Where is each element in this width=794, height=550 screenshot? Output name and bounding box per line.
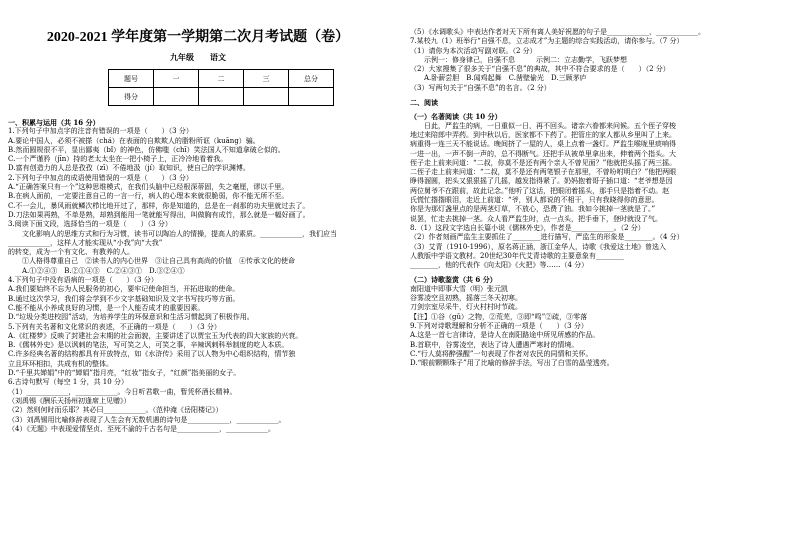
- text-line: （刘禹锡《酬乐天扬州初逢席上见赠》）: [8, 396, 131, 405]
- text-line: A.《红楼梦》反映了封建社会末期的社会面貌，主要讲述了以贾宝玉为代表的四大家族的兴衰。: [8, 331, 303, 340]
- text-line: （一）名著阅读（共 10 分）: [410, 112, 502, 122]
- text-line: B.通过这次学习，我们将会学到不少文字基础知识及文字书写技巧等方面。: [8, 294, 240, 303]
- left-column: [8, 0, 388, 550]
- right-text-block: [410, 28, 790, 368]
- text-line: C.许多经典名著的结构都具有开放特点，如《水浒传》采用了以人物为中心组织结构，情节独: [8, 350, 296, 359]
- text-line: 7.某校九（1）班举行“自强不息，立志成才”为主题的综合实践活动，请你参与。（7 分）: [410, 37, 684, 46]
- text-line: 文化影响人的思维方式和行为习惯，读书可以陶冶人的情操，提高人的素质。____________，我们应当: [8, 229, 337, 238]
- exam-title: 2020-2021 学年度第一学期第二次月考试题（卷）: [46, 30, 350, 45]
- right-column: [410, 0, 790, 550]
- text-line: 一、积累与运用（共 16 分）: [8, 118, 100, 127]
- text-line: （3）写两句关于“自强不息”的名言。（2 分）: [410, 83, 551, 92]
- text-line: 两位舅爷不在跟前，故此记念。”他听了这话，把眼闭着摇头，那手只是指着不动。赵: [410, 186, 670, 195]
- text-line: C.一个严谨矜（jīn）持的老太太坐在一把小椅子上，正冷冷地看着我。: [8, 155, 228, 164]
- text-line: （2）作者刻画严监生主要抓住了________进行描写，严监生的形象是________。（4 分）: [410, 233, 684, 242]
- score-cell: [154, 88, 199, 106]
- text-line: 9.下列对诗歌理解和分析不正确的一项是（ ）（3 分）: [410, 321, 588, 330]
- text-line: 8.（1）这段文字选自长篇小说《儒林外史》，作者是____________。（2 分）: [410, 223, 645, 232]
- text-line: 刀剑宗室尽采牛，灯火村村时节疏。: [410, 303, 522, 312]
- text-line: A.我们要始终不忘为人民服务的初心，要牢记使命担当，开拓进取的使命。: [8, 285, 240, 294]
- score-cell: 题号: [109, 70, 154, 88]
- text-line: 的转变，成为一个有文化、有教养的人。: [8, 248, 134, 257]
- text-line: ____________，这样人才能实现从“小我”向“大我”: [8, 238, 163, 247]
- score-table-header-row: [109, 70, 334, 88]
- text-line: （二）诗歌鉴赏（共 6 分）: [410, 275, 497, 285]
- text-line: 南阳道中即事大雪（明）张元凯: [410, 284, 508, 293]
- text-line: C.不一会儿，暴风雨就鳞次栉比地开过了，那样，你是知道的，总是在一刹那的功夫里就过去了。: [8, 201, 310, 210]
- text-line: 侄子走上前来问道：“二叔，你莫不是还有两个亲人不曾见面？”他就把头摇了两三摇。: [410, 158, 677, 167]
- text-line: A.①②④③ B.②①④③ C.②④③① D.③②④①: [8, 266, 185, 275]
- text-line: 地过来陪郎中弄药。到中秋以后，医家都不下药了。把管庄的家人都从乡里叫了上来。: [410, 130, 676, 139]
- text-line: 5.下列有关名著和文化常识的表述，不正确的一项是（ ）（3 分）: [8, 322, 221, 331]
- text-line: 二、阅读: [410, 98, 438, 108]
- text-line: B.然而圆规很不平，显出鄙夷（bǐ）的神色，仿佛嗤（chī）笑法国人不知道拿破仑似的。: [8, 145, 285, 154]
- text-line: A.“正确答案只有一个”这种思维模式，在我们头脑中已经根深蒂固，失之毫厘，谬以千里。: [8, 183, 289, 192]
- text-line: 二侄子走上前来问道：“二叔，莫不是还有两笔银子在那里，不曾吩咐明白？”他把两眼: [410, 168, 677, 177]
- text-line: A.要论中国人，必须不被搽（chá）在表面的自欺欺人的脂粉所诓（kuāng）骗。: [8, 136, 260, 145]
- text-line: 4.下列句子中没有语病的一项是（ ）（3 分）: [8, 276, 158, 285]
- score-table-score-row: [109, 88, 334, 106]
- text-line: D.“垃圾分类进校园”活动，为培养学生的环保意识和生活习惯起到了积极作用。: [8, 313, 254, 322]
- text-line: B.首联中，谷雾凌空，表达了诗人遭遇严寒时的情境。: [410, 340, 579, 349]
- text-line: ①人格得尊重自己 ②读书人的内心世界 ③让自己具有高尚的价值 ④传承文化的使命: [8, 257, 295, 266]
- text-line: 1.下列句子中加点字的注音有错误的一项是（ ）（3 分）: [8, 127, 193, 136]
- score-cell: 一: [154, 70, 199, 88]
- text-line: D.“眼前颗颗珠子”用了比喻的修辞手法，写出了白雪的晶莹透亮。: [410, 359, 614, 368]
- text-line: （5）《水调歌头》中表达作者对天下所有离人美好祝愿的句子是____________，____________。: [410, 28, 705, 36]
- text-line: （1）____________，____________。今日听君歌一曲，暂凭杯酒长精神。: [8, 387, 237, 396]
- text-line: 3.阅读下面文段，选择恰当的一项是（ ）（3 分）: [8, 220, 172, 229]
- text-line: A.卧薪尝胆 B.闻鸡起舞 C.凿壁偷光 D.三顾茅庐: [410, 74, 587, 83]
- text-line: 你是为那灯盏里点的是两茎灯草，不放心，恐费了油。我如今挑掉一茎就是了。”: [410, 205, 656, 214]
- text-line: 立且环环相扣，共成有机的整体。: [8, 359, 113, 368]
- score-cell: 三: [244, 70, 289, 88]
- score-cell: 二: [199, 70, 244, 88]
- text-line: B.在病人面前，一定要注意自己的一言一行，病人的心理本来就很脆弱，你不能无所不至。: [8, 192, 289, 201]
- text-line: 【注】①谷（gǔ）之物，②荒芜，③即“鸣”②疏，③零落: [410, 312, 588, 321]
- text-line: （2）大家搜集了很多关于“自强不息”的典故，其中不符合要求的是（ ）（2 分）: [410, 65, 670, 74]
- text-line: （1）请你为本次活动写副对联。（2 分）: [410, 46, 537, 55]
- text-line: ________，他的代表作《向太阳》《火把》等……（4 分）: [410, 261, 589, 270]
- text-line: 日此，严监生的病，一日重似一日，再不回头。诸亲六眷都来问候。五个侄子穿梭: [410, 121, 676, 130]
- text-line: 氏慌忙揩揩眼泪，走近上前道：“爷，别人都说的不相干，只有我晓得你的意思。: [410, 196, 659, 205]
- text-line: D.富有创造力的人总是孜孜（zī）不倦地汲（jí）取知识，使自己的学识渊博。: [8, 164, 250, 173]
- text-line: 示例一：修身律己，自强不息 示例二：立志勤学，飞跃梦想: [410, 55, 627, 64]
- score-cell: 总分: [289, 70, 334, 88]
- exam-subtitle: 九年级 语文: [170, 52, 226, 62]
- text-line: 病重得一连三天不能说话。晚间挤了一屋的人，桌上点着一盏灯。严监生喉咙里痰响得: [410, 140, 676, 149]
- score-cell: [199, 88, 244, 106]
- score-cell: [289, 88, 334, 106]
- text-line: 睁得溜圆，把头又狠狠摇了几摇，越发指得紧了。奶妈抱着哥子插口道：“老爷想是因: [410, 177, 673, 186]
- text-line: C.能不能从小养成良好的习惯，是一个人能否成才的重要因素。: [8, 303, 205, 312]
- text-line: D.刀法如果再熟，不单是熟，却熟到能用一笔就能写得出，叫做胸有成竹，那么就是一幅好画了。: [8, 210, 310, 219]
- text-line: 人教版中学语文教材。20世纪30年代艾青诗歌的主要意象有________: [410, 251, 624, 260]
- text-line: A.这是一首七言律诗，是诗人在南阳路途中所见所感的作品。: [410, 331, 600, 340]
- text-line: D.“千里共婵娟”中的“婵娟”指月亮，“红妆”指女子，“红颜”指美丽的女子。: [8, 369, 241, 378]
- left-text-block: [8, 118, 388, 434]
- text-line: 说罢，忙走去挑掉一茎。众人看严监生时，点一点头，把手垂下，登时就没了气。: [410, 214, 662, 223]
- text-line: （3）刘禹锡用比喻修辞表现了人生会有无数机遇的诗句是____________，____________。: [8, 415, 286, 424]
- text-line: （3）艾青（1910-1996），原名蒋正涵，浙江金华人，诗歌《我爱这土地》曾选入: [410, 242, 666, 251]
- text-line: （2）然则何时而乐耶？其必曰____________。（范仲淹《岳阳楼记》）: [8, 406, 223, 415]
- text-line: 2.下列句子中加点的成语使用错误的一项是（ ）（3 分）: [8, 173, 193, 182]
- text-line: （4）《无题》中表现爱情坚贞、至死不渝的千古名句是____________，____________。: [8, 424, 275, 433]
- score-row-label: 得分: [109, 88, 154, 106]
- text-line: 一进一出，一声不倒一声的，总不得断气。还把手从被单里拿出来，伸着两个指头。大: [410, 149, 676, 158]
- score-table: [108, 69, 334, 106]
- text-line: 谷雾凌空且初熟，摇落三冬天初寒。: [410, 294, 522, 303]
- text-line: C.“行人莫将醉强醒”一句表现了作者对农民的同情和关怀。: [410, 349, 593, 358]
- text-line: 6.古诗句默写（每空 1 分，共 10 分）: [8, 378, 128, 387]
- score-cell: [244, 88, 289, 106]
- text-line: B.《儒林外史》是以讽刺的笔法，写可笑之人，可笑之事，辛辣讽刺科举制度的吃人本质。: [8, 341, 289, 350]
